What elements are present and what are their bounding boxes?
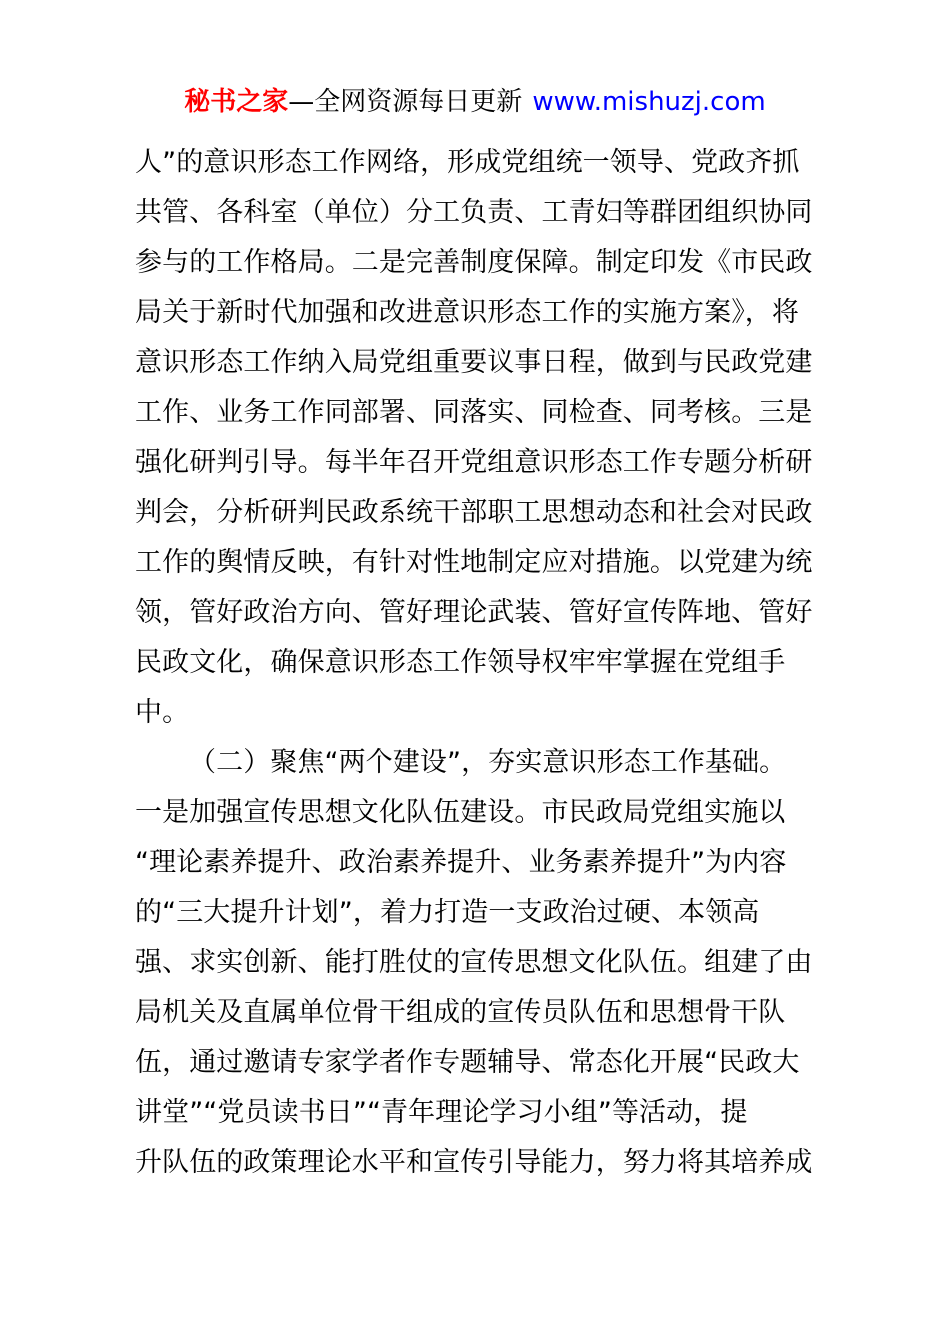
text-line: 讲堂”“党员读书日”“青年理论学习小组”等活动，提	[135, 1097, 748, 1128]
text-line: 一是加强宣传思想文化队伍建设。市民政局党组实施以	[135, 797, 786, 828]
text-line: 工作、业务工作同部署、同落实、同检查、同考核。三是	[135, 397, 813, 428]
text-line: 中。	[135, 697, 190, 728]
site-brand: 秘书之家	[184, 87, 289, 117]
text-line: “理论素养提升、政治素养提升、业务素养提升”为内容	[135, 847, 787, 878]
text-line: 领，管好政治方向、管好理论武装、管好宣传阵地、管好	[135, 597, 813, 628]
text-line: 判会，分析研判民政系统干部职工思想动态和社会对民政	[135, 497, 813, 528]
text-line: 的“三大提升计划”，着力打造一支政治过硬、本领高	[135, 897, 760, 928]
website-link[interactable]: www.mishuzj.com	[532, 87, 766, 117]
text-line: 局机关及直属单位骨干组成的宣传员队伍和思想骨干队	[135, 997, 786, 1028]
text-line: 伍，通过邀请专家学者作专题辅导、常态化开展“民政大	[135, 1047, 800, 1078]
text-line: 强化研判引导。每半年召开党组意识形态工作专题分析研	[135, 447, 813, 478]
document-body	[135, 138, 835, 1188]
text-line: 参与的工作格局。二是完善制度保障。制定印发《市民政	[135, 247, 813, 278]
text-line: 局关于新时代加强和改进意识形态工作的实施方案》，将	[135, 297, 799, 328]
site-tagline: —全网资源每日更新	[288, 87, 523, 117]
text-line: 强、求实创新、能打胜仗的宣传思想文化队伍。组建了由	[135, 947, 813, 978]
text-line: （二）聚焦“两个建设”，夯实意识形态工作基础。	[189, 747, 787, 778]
text-line: 共管、各科室（单位）分工负责、工青妇等群团组织协同	[135, 197, 813, 228]
text-line: 工作的舆情反映，有针对性地制定应对措施。以党建为统	[135, 547, 813, 578]
text-line: 意识形态工作纳入局党组重要议事日程，做到与民政党建	[135, 347, 813, 378]
text-line: 人”的意识形态工作网络，形成党组统一领导、党政齐抓	[135, 147, 800, 178]
text-line: 民政文化，确保意识形态工作领导权牢牢掌握在党组手	[135, 647, 786, 678]
text-line: 升队伍的政策理论水平和宣传引导能力，努力将其培养成	[135, 1147, 813, 1178]
watermark-header	[0, 82, 950, 122]
